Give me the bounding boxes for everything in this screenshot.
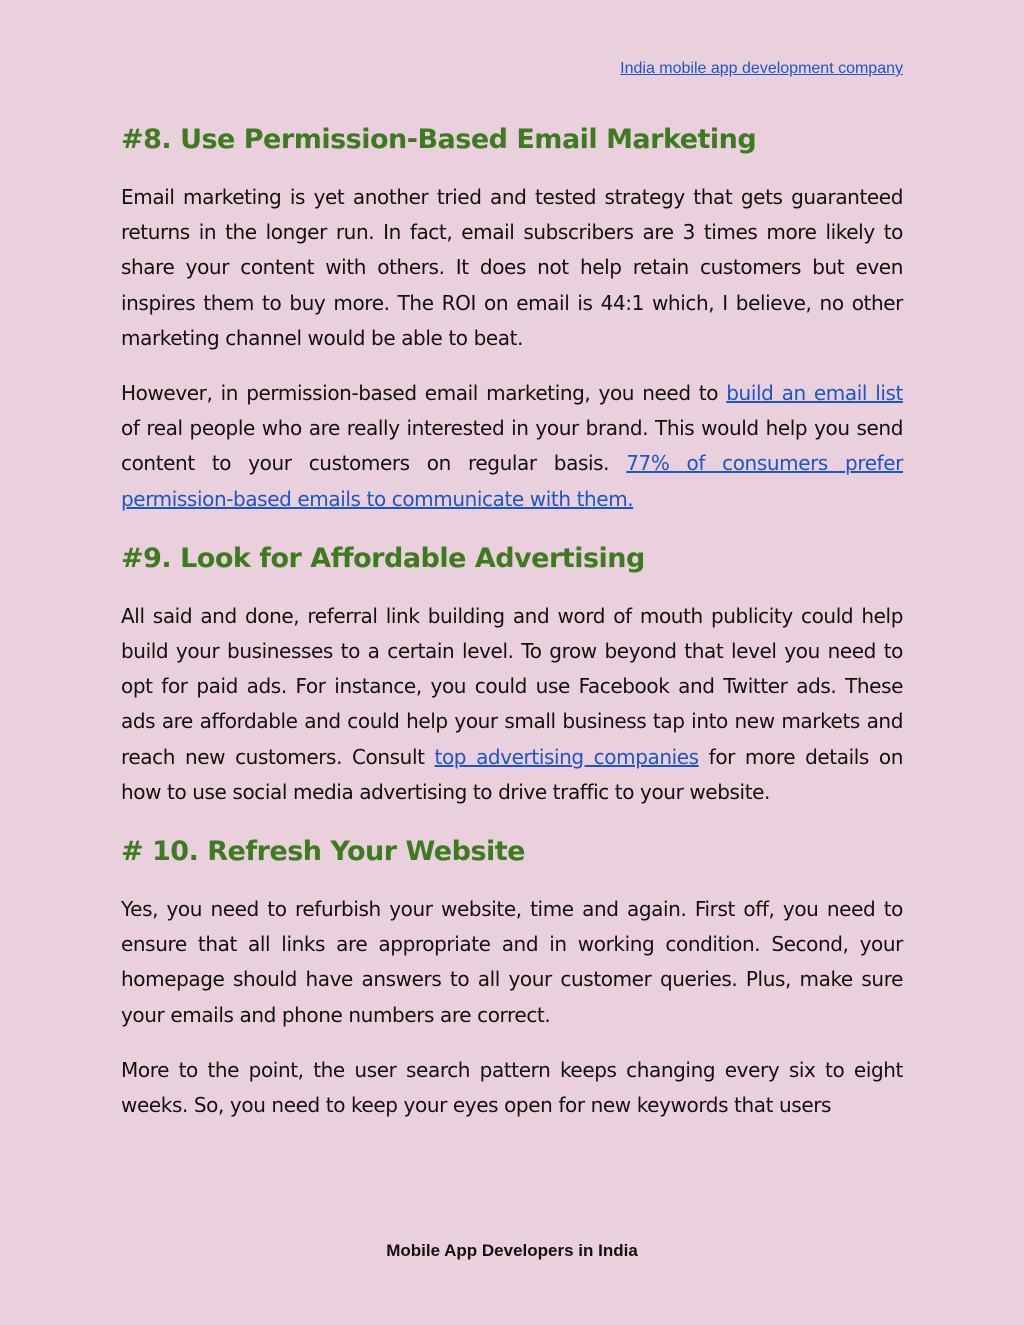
section-10-paragraph-2: More to the point, the user search pattern keeps changing every six to eight weeks. So, you need to keep your eyes open for new keywords that users	[121, 1057, 903, 1118]
section-8-heading: #8. Use Permission-Based Email Marketing	[121, 124, 757, 155]
section-8-paragraph-2	[121, 376, 903, 517]
consumers-permission-emails-link[interactable]: 77% of consumers prefer permission-based emails to communicate with them.	[121, 451, 904, 511]
footer-text: Mobile App Developers in India	[386, 1241, 638, 1260]
header-link[interactable]: India mobile app development company	[620, 60, 903, 77]
section-10-paragraph-1: Yes, you need to refurbish your website, time and again. First off, you need to ensure that all links are appropriate and in working condition. Second, your homepage should have answers to all your customer queries. Plus, make sure your emails and phone numbers are correct.	[121, 897, 903, 1027]
section-10-heading: # 10. Refresh Your Website	[121, 836, 525, 868]
section-8-paragraph-2-text-a: However, in permission-based email marketing, you need to	[121, 381, 727, 406]
top-advertising-companies-link[interactable]: top advertising companies	[434, 744, 699, 769]
section-9-heading: #9. Look for Affordable Advertising	[121, 542, 645, 574]
section-8-paragraph-1: Email marketing is yet another tried and tested strategy that gets guaranteed returns in the longer run. In fact, email subscribers are 3 times more likely to share your content with others. It does not help retain customers but even inspires them to buy more. The ROI on email is 44:1 which, I believe, no other marketing channel would be able to beat.	[121, 185, 903, 350]
section-9-paragraph-1	[121, 599, 903, 810]
build-email-list-link[interactable]: build an email list	[726, 381, 903, 406]
section-9-paragraph-1-text-a: All said and done, referral link building and word of mouth publicity could help build your businesses to a certain level. To grow beyond that level you need to opt for paid ads. For instance, you could use Facebook and Twitter ads. These ads are affordable and could help your small business tap into new markets and reach new customers. Consult	[121, 603, 903, 769]
section-8-paragraph-2-text-b: of real people who are really interested in your brand. This would help you send content to your customers on regular basis.	[121, 416, 903, 476]
document-content	[121, 118, 903, 1147]
section-9-paragraph-1-text-b: for more details on how to use social media advertising to drive traffic to your website.	[121, 744, 904, 804]
